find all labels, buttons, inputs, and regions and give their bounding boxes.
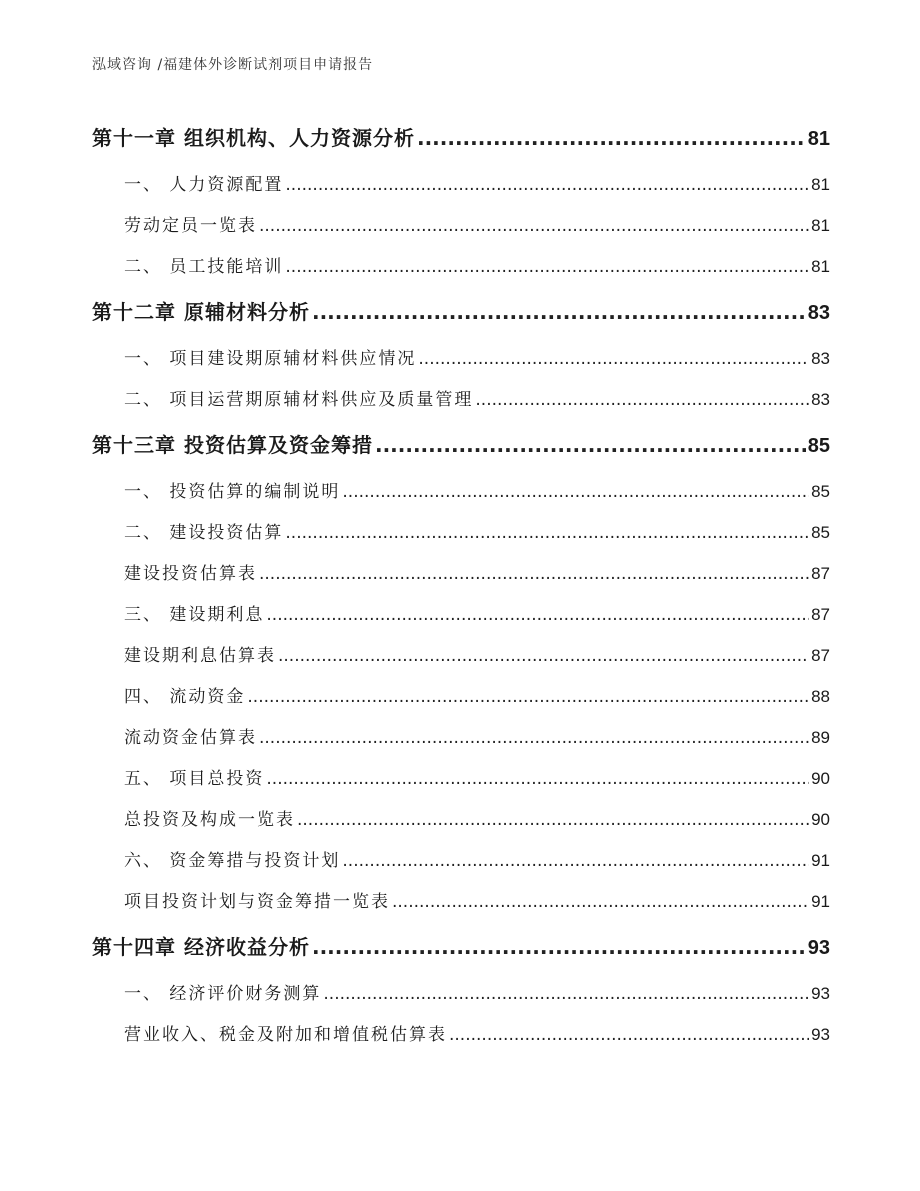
toc-page-number: 83 bbox=[807, 302, 830, 324]
toc-page-number: 91 bbox=[811, 851, 830, 870]
toc-entry[interactable] bbox=[92, 379, 830, 420]
toc-entry-title: 四、 流动资金 bbox=[124, 687, 246, 707]
dot-leader bbox=[342, 472, 809, 513]
toc-page-number: 81 bbox=[811, 257, 830, 276]
toc-entry[interactable] bbox=[92, 164, 830, 205]
toc-entry[interactable] bbox=[92, 471, 830, 512]
toc-entry-title: 营业收入、税金及附加和增值税估算表 bbox=[124, 1025, 447, 1045]
toc-entry[interactable] bbox=[92, 205, 830, 246]
toc-chapter[interactable] bbox=[92, 425, 830, 465]
toc-entry-title: 六、 资金筹措与投资计划 bbox=[124, 851, 341, 871]
toc-page-number: 89 bbox=[811, 728, 830, 747]
toc-entry[interactable] bbox=[92, 973, 830, 1014]
toc-entry-title: 五、 项目总投资 bbox=[124, 769, 265, 789]
toc-entry-title: 二、 员工技能培训 bbox=[124, 257, 284, 277]
toc-entry[interactable] bbox=[92, 758, 830, 799]
toc-entry[interactable] bbox=[92, 512, 830, 553]
toc-page-number: 88 bbox=[811, 687, 830, 706]
dot-leader bbox=[475, 380, 809, 421]
toc-chapter-title: 第十四章 经济收益分析 bbox=[92, 935, 310, 959]
dot-leader bbox=[417, 118, 806, 158]
toc-page-number: 83 bbox=[811, 349, 830, 368]
toc-entry[interactable] bbox=[92, 635, 830, 676]
toc-chapter-title: 第十一章 组织机构、人力资源分析 bbox=[92, 126, 415, 150]
toc-entry-title: 一、 投资估算的编制说明 bbox=[124, 482, 341, 502]
toc-entry-title: 建设期利息估算表 bbox=[124, 646, 276, 666]
toc-page-number: 90 bbox=[811, 769, 830, 788]
toc-entry[interactable] bbox=[92, 840, 830, 881]
toc-entry[interactable] bbox=[92, 717, 830, 758]
toc-page-number: 87 bbox=[811, 605, 830, 624]
toc-chapter-title: 第十二章 原辅材料分析 bbox=[92, 300, 310, 324]
toc-chapter[interactable] bbox=[92, 118, 830, 158]
toc-page-number: 93 bbox=[807, 937, 830, 959]
dot-leader bbox=[297, 800, 809, 841]
toc-chapter[interactable] bbox=[92, 292, 830, 332]
toc-page-number: 87 bbox=[811, 564, 830, 583]
dot-leader bbox=[392, 882, 809, 923]
dot-leader bbox=[285, 513, 809, 554]
dot-leader bbox=[375, 425, 806, 465]
page-header: 泓域咨询 /福建体外诊断试剂项目申请报告 bbox=[92, 57, 374, 73]
dot-leader bbox=[285, 247, 809, 288]
toc-page-number: 81 bbox=[807, 128, 830, 150]
toc-page-number: 81 bbox=[811, 175, 830, 194]
toc-entry[interactable] bbox=[92, 338, 830, 379]
toc-entry-title: 一、 人力资源配置 bbox=[124, 175, 284, 195]
toc-entry-title: 流动资金估算表 bbox=[124, 728, 257, 748]
dot-leader bbox=[259, 554, 809, 595]
toc-entry-title: 劳动定员一览表 bbox=[124, 216, 257, 236]
toc-entry[interactable] bbox=[92, 246, 830, 287]
dot-leader bbox=[247, 677, 809, 718]
toc-entry-title: 建设投资估算表 bbox=[124, 564, 257, 584]
dot-leader bbox=[342, 841, 809, 882]
toc-entry[interactable] bbox=[92, 1014, 830, 1055]
dot-leader bbox=[323, 974, 809, 1015]
dot-leader bbox=[278, 636, 809, 677]
toc-page-number: 90 bbox=[811, 810, 830, 829]
toc-entry-title: 二、 项目运营期原辅材料供应及质量管理 bbox=[124, 390, 474, 410]
dot-leader bbox=[266, 595, 809, 636]
toc-entry[interactable] bbox=[92, 676, 830, 717]
toc-entry-title: 一、 项目建设期原辅材料供应情况 bbox=[124, 349, 417, 369]
toc-page-number: 87 bbox=[811, 646, 830, 665]
toc-entry[interactable] bbox=[92, 594, 830, 635]
toc-page-number: 93 bbox=[811, 984, 830, 1003]
toc-page-number: 85 bbox=[811, 482, 830, 501]
toc-entry-title: 三、 建设期利息 bbox=[124, 605, 265, 625]
toc-page-number: 91 bbox=[811, 892, 830, 911]
toc-entry[interactable] bbox=[92, 881, 830, 922]
dot-leader bbox=[418, 339, 809, 380]
dot-leader bbox=[266, 759, 809, 800]
toc-page-number: 85 bbox=[811, 523, 830, 542]
toc-page-number: 83 bbox=[811, 390, 830, 409]
dot-leader bbox=[285, 165, 809, 206]
table-of-contents bbox=[92, 118, 830, 1055]
dot-leader bbox=[449, 1015, 809, 1056]
dot-leader bbox=[259, 718, 809, 759]
dot-leader bbox=[312, 927, 806, 967]
toc-page-number: 93 bbox=[811, 1025, 830, 1044]
toc-entry[interactable] bbox=[92, 799, 830, 840]
toc-page-number: 81 bbox=[811, 216, 830, 235]
toc-entry-title: 一、 经济评价财务测算 bbox=[124, 984, 322, 1004]
toc-entry-title: 项目投资计划与资金筹措一览表 bbox=[124, 892, 390, 912]
dot-leader bbox=[259, 206, 809, 247]
toc-entry-title: 二、 建设投资估算 bbox=[124, 523, 284, 543]
toc-chapter-title: 第十三章 投资估算及资金筹措 bbox=[92, 433, 373, 457]
dot-leader bbox=[312, 292, 806, 332]
toc-entry-title: 总投资及构成一览表 bbox=[124, 810, 295, 830]
toc-page-number: 85 bbox=[807, 435, 830, 457]
toc-entry[interactable] bbox=[92, 553, 830, 594]
toc-chapter[interactable] bbox=[92, 927, 830, 967]
